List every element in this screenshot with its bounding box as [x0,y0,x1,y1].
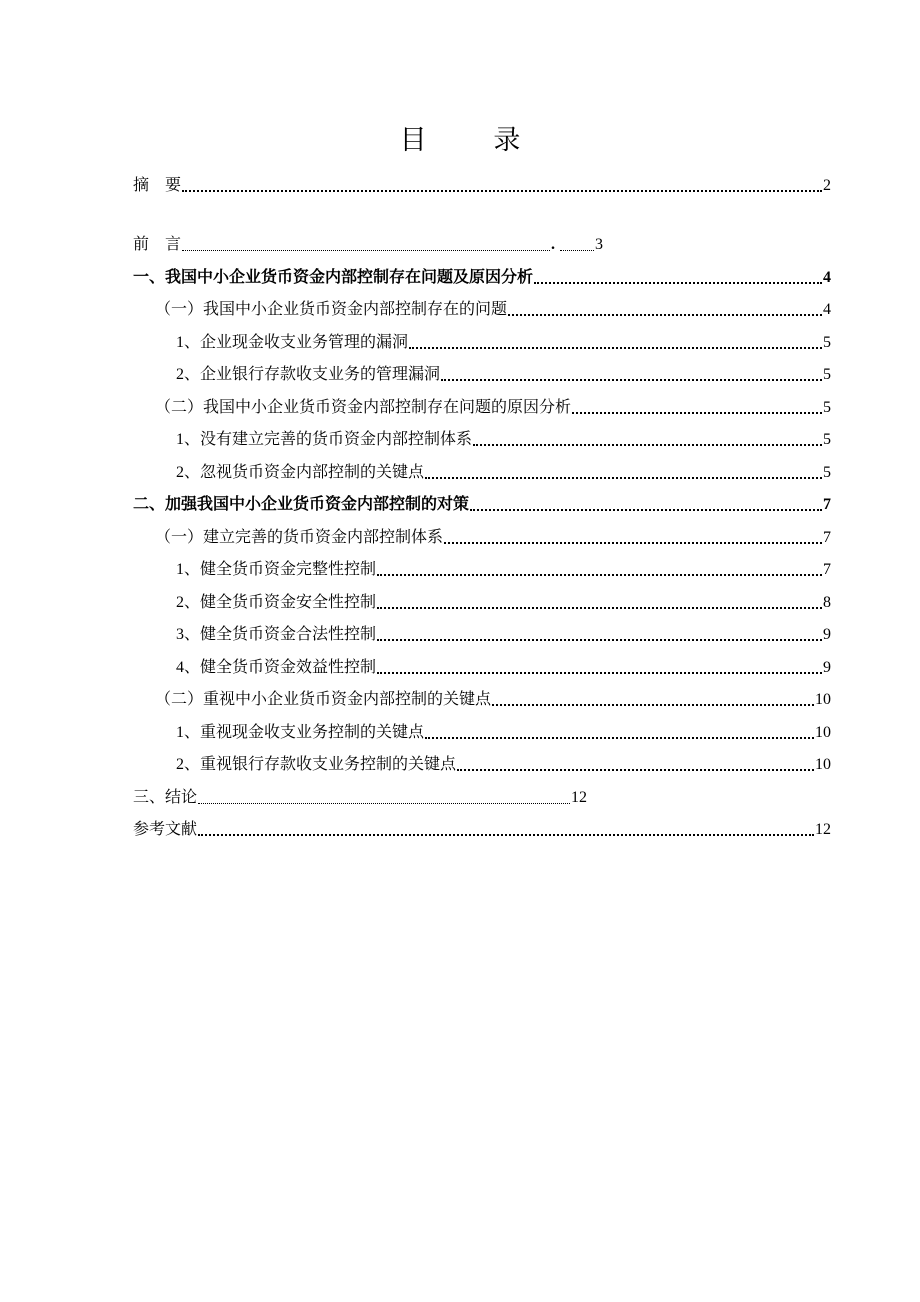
toc-page: 12 [815,821,831,838]
toc-entry[interactable] [133,710,831,743]
toc-label: 一、我国中小企业货币资金内部控制存在问题及原因分析 [133,268,534,286]
toc-page: 10 [815,723,831,741]
toc-entry[interactable] [133,743,831,776]
toc-entry[interactable] [133,580,831,613]
dot-leader [473,444,822,446]
toc-page: 5 [823,463,831,481]
dot-leader [198,803,570,804]
toc-label: 前 言 [133,236,182,253]
toc-entry[interactable] [133,515,831,548]
toc-entry[interactable] [133,418,831,451]
toc-page: 5 [823,333,831,351]
toc-entry[interactable] [133,678,831,711]
toc-page: 10 [815,756,831,773]
toc-entry[interactable] [133,613,831,646]
toc-entry-conclusion[interactable] [133,775,831,808]
toc-label: （二）重视中小企业货币资金内部控制的关键点 [155,691,492,708]
table-of-contents [133,163,831,840]
toc-label: 三、结论 [133,788,198,806]
toc-entry[interactable] [133,255,831,288]
dot-leader [572,412,822,414]
toc-page: 2 [823,176,831,194]
toc-entry[interactable] [133,385,831,418]
dot-leader [198,834,814,836]
toc-page: 10 [815,691,831,708]
dot-leader [457,769,814,771]
dot-leader [425,477,822,479]
toc-label: 摘 要 [133,176,182,194]
dot-leader [492,704,814,706]
toc-entry[interactable] [133,645,831,678]
dot-leader [377,607,822,609]
toc-page: 8 [823,593,831,611]
toc-label: 1、健全货币资金完整性控制 [176,561,377,578]
toc-entry-references[interactable] [133,808,831,841]
toc-label: （一）我国中小企业货币资金内部控制存在的问题 [155,301,508,318]
toc-label: （一）建立完善的货币资金内部控制体系 [155,528,444,546]
toc-label: 参考文献 [133,821,198,838]
toc-page: 7 [823,561,831,578]
toc-page: 7 [823,528,831,546]
toc-page: 9 [823,626,831,643]
dot-leader [377,574,822,576]
toc-label: 1、重视现金收支业务控制的关键点 [176,723,425,741]
toc-entry-abstract[interactable] [133,163,831,196]
toc-label: 3、健全货币资金合法性控制 [176,626,377,643]
toc-entry[interactable] [133,483,831,516]
dot-leader [444,542,822,544]
page-title: 目 录 [399,125,551,155]
toc-label: 4、健全货币资金效益性控制 [176,658,377,676]
dot-leader [441,379,822,381]
toc-page: 5 [823,431,831,448]
toc-entry-preface[interactable] [133,223,831,256]
toc-entry[interactable] [133,353,831,386]
toc-page: 5 [823,398,831,416]
toc-label: 2、忽视货币资金内部控制的关键点 [176,463,425,481]
toc-page: 7 [823,496,831,513]
dot-leader [409,347,822,349]
toc-entry[interactable] [133,288,831,321]
toc-page: 9 [823,658,831,676]
toc-entry[interactable] [133,320,831,353]
toc-page: 4 [823,301,831,318]
dot-leader [377,672,822,674]
dot-leader [534,282,822,284]
toc-label: 1、企业现金收支业务管理的漏洞 [176,333,409,351]
dot-leader [508,314,822,316]
dot-leader [182,190,822,192]
toc-entry[interactable] [133,450,831,483]
toc-page: 5 [823,366,831,383]
toc-page: 4 [823,268,831,286]
toc-page: 3 [595,236,604,253]
toc-label: 2、重视银行存款收支业务控制的关键点 [176,756,457,773]
dot-leader [377,639,822,641]
stray-mark: . [551,236,556,253]
dot-leader [560,250,594,251]
toc-entry[interactable] [133,548,831,581]
toc-label: 2、健全货币资金安全性控制 [176,593,377,611]
toc-label: 二、加强我国中小企业货币资金内部控制的对策 [133,496,470,513]
dot-leader [182,250,550,251]
toc-page: 12 [571,788,588,806]
toc-label: 1、没有建立完善的货币资金内部控制体系 [176,431,473,448]
toc-label: 2、企业银行存款收支业务的管理漏洞 [176,366,441,383]
dot-leader [470,509,822,511]
toc-label: （二）我国中小企业货币资金内部控制存在问题的原因分析 [155,398,572,416]
dot-leader [425,737,814,739]
